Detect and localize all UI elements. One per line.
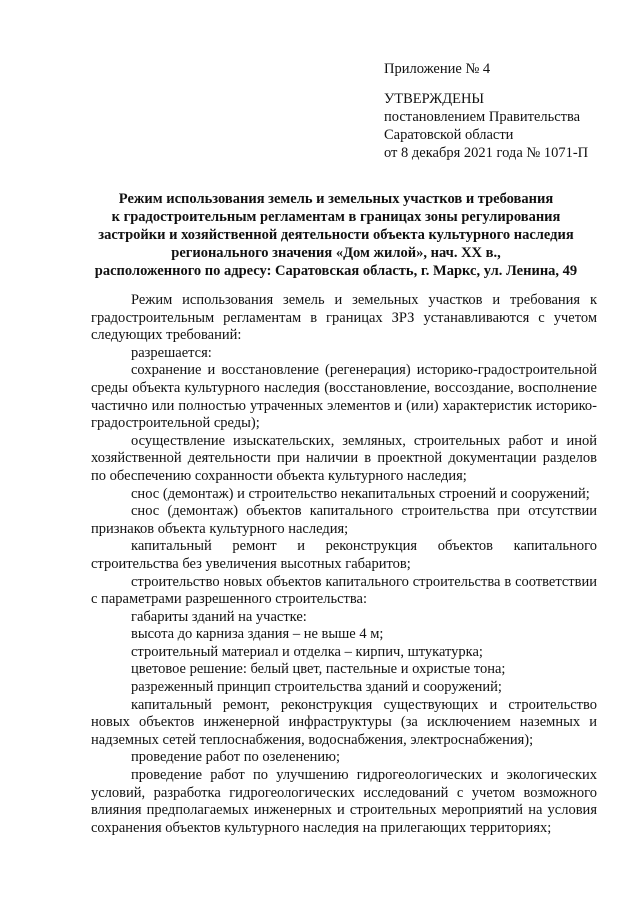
- approval-line-3: от 8 декабря 2021 года № 1071-П: [384, 145, 589, 161]
- paragraph-item: снос (демонтаж) объектов капитального строительства при отсутствии признаков объекта культурного наследия;: [91, 503, 597, 537]
- paragraph-item: строительный материал и отделка – кирпич, штукатурка;: [131, 643, 483, 660]
- appendix-number: Приложение № 4: [384, 61, 491, 77]
- title-line-3: застройки и хозяйственной деятельности объекта культурного наследия: [98, 227, 574, 243]
- paragraph-item: габариты зданий на участке:: [131, 608, 307, 625]
- approved-heading: УТВЕРЖДЕНЫ: [384, 91, 485, 107]
- approval-line-2: Саратовской области: [384, 127, 514, 143]
- paragraph-item: проведение работ по озеленению;: [131, 749, 341, 766]
- paragraph-item: цветовое решение: белый цвет, пастельные и охристые тона;: [131, 661, 506, 678]
- title-line-4: регионального значения «Дом жилой», нач. XX в.,: [171, 245, 501, 261]
- paragraph-item: высота до карниза здания – не выше 4 м;: [131, 626, 384, 643]
- paragraph-item: проведение работ по улучшению гидрогеологических и экологических условий, разработка гидрогеологических исследований с учетом возможного влияния предполагаемых инженерных и строительных мероприятий на условия сохранения объектов культурного наследия на прилегающих территориях;: [91, 767, 597, 836]
- approval-line-1: постановлением Правительства: [384, 109, 581, 125]
- paragraph-item: осуществление изыскательских, земляных, строительных работ и иной хозяйственной деятельности при наличии в проектной документации разделов по обеспечению сохранности объекта культурного наследия;: [91, 432, 597, 484]
- paragraph-item: сохранение и восстановление (регенерация) историко-градостроительной среды объекта культурного наследия (восстановление, воссоздание, восполнение частично или полностью утраченных элементов и (или) характеристик историко-градостроительной среды);: [91, 362, 597, 432]
- document-title: [92, 190, 580, 280]
- paragraph-allowed-heading: разрешается:: [131, 344, 212, 361]
- paragraph-item: снос (демонтаж) и строительство некапитальных строений и сооружений;: [131, 485, 590, 502]
- paragraph-item: капитальный ремонт, реконструкция существующих и строительство новых объектов инженерной инфраструктуры (за исключением наземных и надземных сетей теплоснабжения, водоснабжения, электроснабжения);: [91, 696, 597, 748]
- approval-block: [384, 60, 634, 162]
- paragraph-item: капитальный ремонт и реконструкция объектов капитального строительства без увеличения высотных габаритов;: [91, 538, 597, 572]
- title-line-2: к градостроительным регламентам в границах зоны регулирования: [111, 209, 561, 225]
- paragraph-intro: Режим использования земель и земельных участков и требования к градостроительным регламентам в границах ЗРЗ устанавливаются с учетом следующих требований:: [91, 292, 597, 344]
- paragraph-item: разреженный принцип строительства зданий и сооружений;: [131, 679, 502, 696]
- paragraph-item: строительство новых объектов капитального строительства в соответствии с параметрами разрешенного строительства:: [91, 573, 597, 608]
- title-line-1: Режим использования земель и земельных участков и требования: [118, 191, 554, 207]
- document-body: [91, 292, 597, 837]
- title-line-5: расположенного по адресу: Саратовская область, г. Маркс, ул. Ленина, 49: [94, 263, 578, 279]
